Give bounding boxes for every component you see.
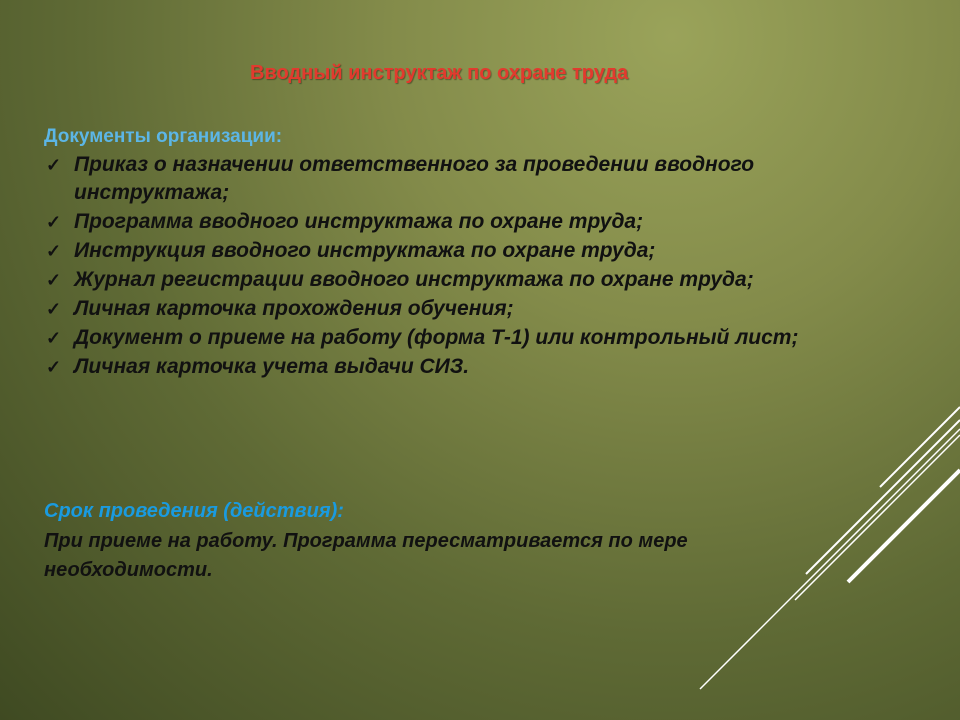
checkmark-icon: ✓ xyxy=(46,270,62,290)
documents-heading: Документы организации: xyxy=(44,126,283,147)
checkmark-icon: ✓ xyxy=(46,212,62,232)
checkmark-icon: ✓ xyxy=(46,328,62,348)
decorative-line xyxy=(806,420,960,574)
slide-title: Вводный инструктаж по охране труда xyxy=(250,62,629,84)
checkmark-icon: ✓ xyxy=(46,155,62,175)
list-item-text: Журнал регистрации вводного инструктажа по охране труда; xyxy=(74,268,754,291)
checkmark-icon: ✓ xyxy=(46,299,62,319)
term-text: При приеме на работу. Программа пересматривается по мере необходимости. xyxy=(44,530,688,581)
list-item-text: Документ о приеме на работу (форма Т-1) или контрольный лист; xyxy=(74,326,799,349)
checkmark-icon: ✓ xyxy=(46,357,62,377)
decorative-line xyxy=(700,429,960,689)
list-item-text: Программа вводного инструктажа по охране труда; xyxy=(74,210,644,233)
list-item-text: Личная карточка прохождения обучения; xyxy=(74,297,514,320)
list-item-text: Инструкция вводного инструктажа по охране труда; xyxy=(74,239,656,262)
list-item-text: Приказ о назначении ответственного за проведении вводного инструктажа; xyxy=(74,153,755,204)
term-heading: Срок проведения (действия): xyxy=(44,500,344,522)
decorative-line xyxy=(848,470,960,582)
checkmark-icon: ✓ xyxy=(46,241,62,261)
decorative-line xyxy=(795,435,960,600)
list-item-text: Личная карточка учета выдачи СИЗ. xyxy=(74,355,470,378)
